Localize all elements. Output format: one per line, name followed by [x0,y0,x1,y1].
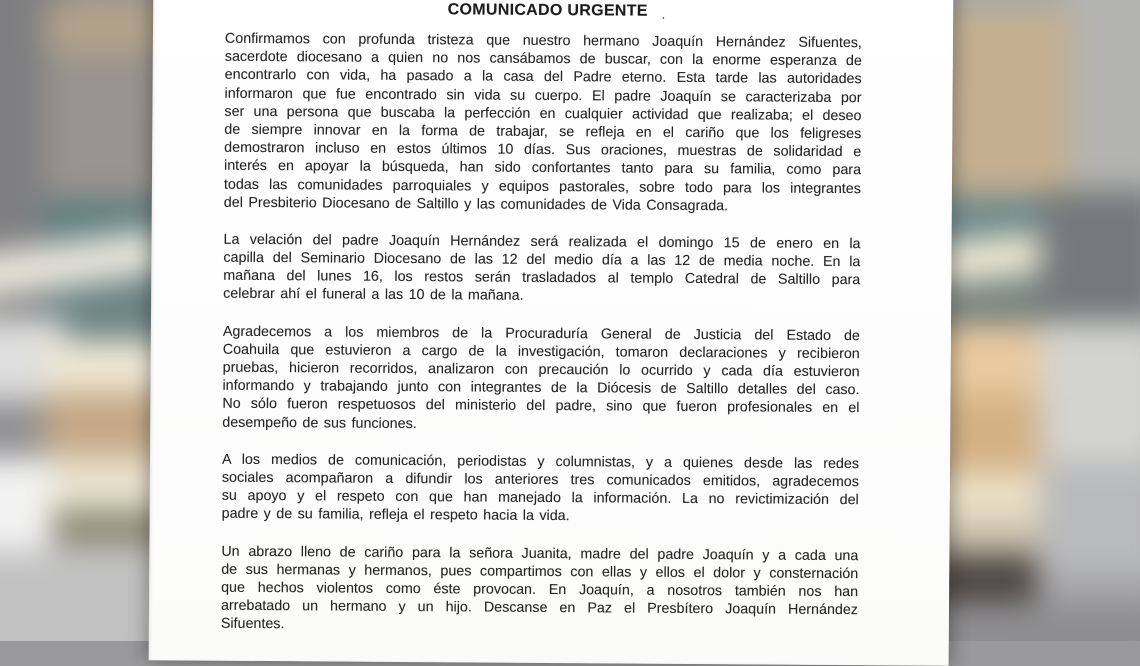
text-line: arrebatado un hermano y un hijo. Descanse en Paz el Presbítero Joaquín Hernández [220,597,859,619]
text-line: todas las comunidades parroquiales y equipos pastorales, sobre todo para los integrantes [223,176,861,197]
text-line: Un abrazo lleno de cariño para la señora Juanita, madre del padre Joaquín y a cada una [221,543,859,564]
text-line: encontrarlo con vida, ha pasado a la casa del Padre eterno. Esta tarde las autoridades [224,67,862,88]
text-line: Sifuentes. [220,615,285,633]
text-line: mañana del lunes 16, los restos serán trasladados al templo Catedral de Saltillo para [223,267,861,289]
document-page [149,0,954,666]
text-line: sociales acompañaron a difundir los anteriores tres comunicados emitidos, agradecemos [221,469,859,491]
blur-blob [920,602,1140,641]
text-line: informaron que fue encontrado sin vida su cuerpo. El padre Joaquín se caracterizaba por [224,85,862,106]
paragraph [224,30,862,216]
blur-blob [1060,0,1140,220]
paragraph [222,322,860,436]
text-line: interés en apoyar la búsqueda, han sido confortantes tanto para su familia, como para [224,158,862,179]
text-line: de siempre innovar en la forma de trabajar, se refleja en el cariño que los feligreses [224,121,862,143]
paragraph [221,542,859,637]
text-line: celebrar ahí el funeral a las 10 de la mañana. [223,286,524,305]
text-line: del Presbiterio Diocesano de Saltillo y las comunidades de Vida Consagrada. [223,194,729,214]
text-line: Coahuila que estuvieron a cargo de la investigación, tomaron declaraciones y recibieron [222,341,860,362]
text-line: No sólo fueron respetuosos del ministerio del padre, sino que fueron profesionales en el [222,396,860,417]
text-line: capilla del Seminario Diocesano de las 12 del medio día a las 12 de media noche. En la [223,249,861,271]
text-line: Confirmamos con profunda tristeza que nuestro hermano Joaquín Hernández Sifuentes, [224,30,862,52]
text-line: su apoyo y el respeto con que han manejado la información. La no revictimización del [221,487,859,509]
blur-blob [1040,462,1140,572]
text-line: demostraron incluso en estos últimos 10 días. Sus oraciones, muestras de solidaridad e [224,139,862,161]
text-line: La velación del padre Joaquín Hernández será realizada el domingo 15 de enero en la [223,231,861,253]
paragraph [223,231,860,308]
document-title-text: COMUNICADO URGENTE [447,1,648,20]
text-line: de sus hermanas y hermanos, pues compartimos con ellas y ellos el dolor y consternación [221,561,859,582]
document-content [149,0,954,666]
text-line: que hechos violentos como éste provocan. En Joaquín, a nosotros también nos han [221,579,859,601]
document-body [221,30,862,638]
text-line: sacerdote diocesano a quien no nos cansábamos de buscar, con la enorme esperanza de [224,48,862,70]
text-line: padre y de su familia, refleja el respeto hacia la vida. [221,506,570,525]
blur-blob [0,458,52,550]
text-line: ser una persona que buscaba la perfección en cualquier actividad que realizaba; el deseo [224,103,862,124]
stray-scan-dot: . [661,6,666,22]
text-line: desempeño de sus funciones. [222,414,417,432]
blur-blob [1040,190,1140,330]
text-line: informando y trabajando junto con integrantes de la Diócesis de Saltillo detalles del caso. [222,377,860,399]
text-line: Agradecemos a los miembros de la Procuraduría General de Justicia del Estado de [222,323,860,344]
text-line: A los medios de comunicación, periodistas y columnistas, y a quienes desde las redes [221,451,860,472]
blur-blob [935,10,1070,200]
text-line: pruebas, hicieron recorridos, analizaron con precaución lo ocurrido y cada día estuvieron [222,359,860,381]
paragraph [222,450,859,527]
document-title [238,0,875,22]
blur-blob [1040,322,1140,472]
